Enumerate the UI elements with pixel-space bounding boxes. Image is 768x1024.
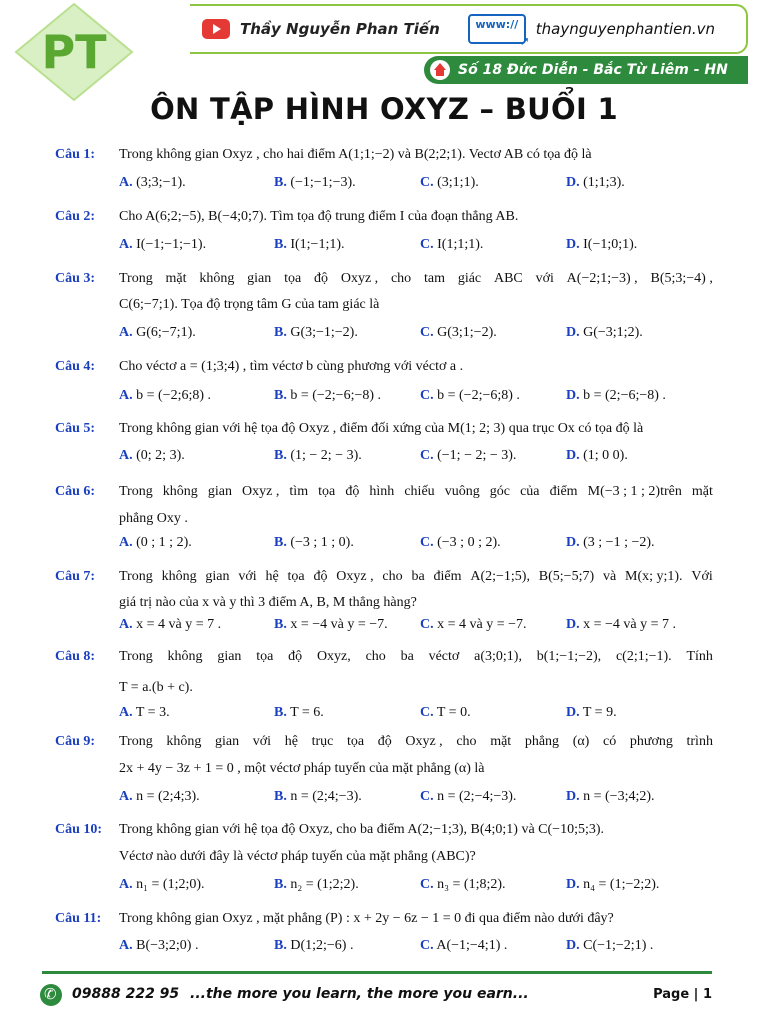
question-text: Tính — [686, 649, 713, 664]
question-label: Câu 9: — [55, 734, 96, 749]
answer-option-c[interactable]: C. I(1;1;1). — [420, 237, 484, 252]
answer-option-b[interactable]: B. T = 6. — [274, 705, 324, 720]
answer-option-c[interactable]: C. x = 4 và y = −7. — [420, 617, 527, 632]
question-text: gian — [217, 649, 242, 664]
question-text: M(−3 ; 1 ; 2)trên — [587, 484, 682, 499]
answer-option-b[interactable]: B. (−1;−1;−3). — [274, 175, 356, 190]
question-text: cho — [382, 569, 403, 584]
question-text: với — [238, 569, 257, 584]
answer-option-d[interactable]: D. G(−3;1;2). — [566, 325, 643, 340]
cursor-icon: ➚ — [519, 34, 530, 48]
answer-option-d[interactable]: D. x = −4 và y = 7 . — [566, 617, 677, 632]
question-label: Câu 8: — [55, 649, 96, 664]
question-text: cho — [390, 271, 412, 286]
answer-option-c[interactable]: C. (3;1;1). — [420, 175, 479, 190]
question-label: Câu 7: — [55, 569, 96, 584]
answer-option-b[interactable]: B. (−3 ; 1 ; 0). — [274, 535, 354, 550]
answer-option-c[interactable]: C. b = (−2;−6;8) . — [420, 388, 520, 403]
question-text: giá trị nào của x và y thì 3 điểm A, B, M thẳng hàng? — [119, 595, 417, 610]
answer-option-a[interactable]: A. T = 3. — [119, 705, 170, 720]
question-text: mặt — [691, 484, 713, 499]
answer-option-a[interactable]: A. x = 4 và y = 7 . — [119, 617, 222, 632]
question-text: M(x; y;1). — [625, 569, 683, 584]
question-text-line — [119, 850, 476, 864]
question-text: Trong không gian với hệ tọa độ Oxyz , điểm đối xứng của M(1; 2; 3) qua trục Ox có tọa độ là — [119, 421, 644, 436]
question-text: ABC — [493, 271, 523, 286]
question-text: không — [199, 271, 235, 286]
question-text: độ — [377, 734, 392, 749]
question-text: của — [520, 484, 540, 499]
footer-phone: 09888 222 95 — [72, 986, 180, 1002]
question-text: c(2;1;−1). — [615, 649, 672, 664]
question-text: tọa — [346, 734, 365, 749]
question-label: Câu 1: — [55, 147, 96, 162]
answer-option-b[interactable]: B. I(1;−1;1). — [274, 237, 345, 252]
question-text: A(−2;1;−3) , — [566, 271, 638, 286]
answer-option-d[interactable]: D. (1; 0 0). — [566, 448, 628, 463]
answer-option-c[interactable]: C. T = 0. — [420, 705, 471, 720]
question-text: A(2;−1;5), — [470, 569, 530, 584]
answer-option-c[interactable]: C. G(3;1;−2). — [420, 325, 497, 340]
question-text: hệ — [265, 569, 279, 584]
question-text: B(5;3;−4) , — [650, 271, 713, 286]
question-text: gian — [205, 569, 230, 584]
question-text: C(6;−7;1). Tọa độ trọng tâm G của tam giác là — [119, 297, 380, 312]
question-text-line — [119, 570, 713, 584]
answer-option-d[interactable]: D. b = (2;−6;−8) . — [566, 388, 666, 403]
question-text: Oxyz , — [405, 734, 443, 749]
address-bar — [424, 56, 748, 84]
answer-option-c[interactable]: C. (−3 ; 0 ; 2). — [420, 535, 501, 550]
logo-letters: PT — [41, 25, 107, 79]
question-text: tìm — [289, 484, 309, 499]
question-text-line — [119, 148, 592, 162]
question-text: tam — [424, 271, 445, 286]
question-text: ba — [400, 649, 414, 664]
logo — [14, 2, 134, 102]
phone-icon — [40, 984, 62, 1006]
answer-option-d[interactable]: D. (1;1;3). — [566, 175, 625, 190]
question-text: ba — [411, 569, 425, 584]
question-text: Oxyz , — [340, 271, 379, 286]
address-text: Số 18 Đức Diễn - Bắc Từ Liêm - HN — [458, 62, 728, 78]
question-text: trình — [686, 734, 713, 749]
question-text: góc — [489, 484, 511, 499]
question-text: giác — [457, 271, 482, 286]
answer-option-c[interactable]: C. n = (2;−4;−3). — [420, 789, 517, 804]
answer-option-b[interactable]: B. (1; − 2; − 3). — [274, 448, 362, 463]
question-text: (α) — [572, 734, 590, 749]
question-label: Câu 2: — [55, 209, 96, 224]
answer-option-b[interactable]: B. n₂ = (1;2;2). — [274, 877, 359, 892]
question-text: Trong không gian Oxyz , cho hai điểm A(1;1;−2) và B(2;2;1). Vectơ AB có tọa độ là — [119, 147, 592, 162]
answer-option-a[interactable]: A. G(6;−7;1). — [119, 325, 196, 340]
question-text: vuông — [444, 484, 480, 499]
answer-option-d[interactable]: D. I(−1;0;1). — [566, 237, 638, 252]
answer-option-d[interactable]: D. C(−1;−2;1) . — [566, 938, 654, 953]
question-text: độ — [313, 569, 328, 584]
question-text-line — [119, 422, 643, 436]
question-text-line — [119, 210, 518, 224]
question-text-line — [119, 512, 188, 526]
question-text-line — [119, 681, 193, 695]
answer-option-d[interactable]: D. n = (−3;4;2). — [566, 789, 655, 804]
answer-option-b[interactable]: B. n = (2;4;−3). — [274, 789, 362, 804]
question-text-line — [119, 272, 713, 286]
question-text: cho — [365, 649, 386, 664]
footer-divider — [42, 971, 712, 974]
question-text-line — [119, 485, 713, 499]
question-text: độ — [345, 484, 360, 499]
question-text: không — [161, 569, 197, 584]
question-text: điểm — [549, 484, 578, 499]
answer-option-b[interactable]: B. D(1;2;−6) . — [274, 938, 354, 953]
question-text: không — [166, 734, 202, 749]
question-text-line — [119, 596, 417, 610]
question-text: không — [167, 649, 203, 664]
question-text-line — [119, 762, 485, 776]
question-text: cho — [456, 734, 477, 749]
page-title: ÔN TẬP HÌNH OXYZ – BUỔI 1 — [150, 92, 618, 126]
question-text: độ — [288, 649, 303, 664]
teacher-name: Thầy Nguyễn Phan Tiến — [240, 20, 440, 38]
question-text: độ — [314, 271, 329, 286]
question-text: tọa — [256, 649, 274, 664]
question-text: b(1;−1;−2), — [536, 649, 602, 664]
question-text: hình — [369, 484, 395, 499]
question-text: Trong không gian với hệ tọa độ Oxyz, cho ba điểm A(2;−1;3), B(4;0;1) và C(−10;5;3). — [119, 822, 605, 837]
question-text: Cho véctơ a = (1;3;4) , tìm véctơ b cùng phương với véctơ a . — [119, 359, 464, 374]
answer-option-b[interactable]: B. G(3;−1;−2). — [274, 325, 358, 340]
question-text: T = a.(b + c). — [119, 680, 193, 695]
question-text: a(3;0;1), — [474, 649, 522, 664]
question-text: hệ — [284, 734, 298, 749]
question-text: tọa — [284, 271, 302, 286]
question-text-line — [119, 823, 604, 837]
question-text: mặt — [490, 734, 512, 749]
question-text: phẳng — [524, 734, 560, 749]
home-icon — [430, 60, 450, 80]
question-text: tọa — [287, 569, 305, 584]
answer-option-a[interactable]: A. (3;3;−1). — [119, 175, 186, 190]
question-text: Với — [691, 569, 713, 584]
answer-option-a[interactable]: A. I(−1;−1;−1). — [119, 237, 207, 252]
question-text: Trong — [119, 569, 153, 584]
answer-option-b[interactable]: B. x = −4 và y = −7. — [274, 617, 388, 632]
question-text: với — [252, 734, 272, 749]
question-label: Câu 3: — [55, 271, 96, 286]
question-text: có — [603, 734, 617, 749]
question-label: Câu 6: — [55, 484, 96, 499]
question-text: B(5;−5;7) — [538, 569, 595, 584]
www-label: www:// — [475, 18, 519, 31]
footer-slogan: ...the more you learn, the more you earn... — [190, 986, 529, 1002]
answer-option-c[interactable]: C. n₃ = (1;8;2). — [420, 877, 506, 892]
answer-option-d[interactable]: D. n₄ = (1;−2;2). — [566, 877, 660, 892]
question-text-line — [119, 912, 614, 926]
answer-option-a[interactable]: A. (0 ; 1 ; 2). — [119, 535, 192, 550]
question-text: phương — [629, 734, 673, 749]
question-text: mặt — [165, 271, 187, 286]
question-text: không — [162, 484, 198, 499]
question-text: với — [535, 271, 554, 286]
website-link[interactable]: thaynguyenphantien.vn — [535, 20, 716, 38]
question-label: Câu 10: — [55, 822, 103, 837]
question-label: Câu 4: — [55, 359, 96, 374]
answer-option-b[interactable]: B. b = (−2;−6;−8) . — [274, 388, 382, 403]
answer-option-a[interactable]: A. B(−3;2;0) . — [119, 938, 199, 953]
answer-option-a[interactable]: A. n₁ = (1;2;0). — [119, 877, 205, 892]
answer-option-d[interactable]: D. T = 9. — [566, 705, 617, 720]
question-label: Câu 5: — [55, 421, 96, 436]
question-text-line — [119, 360, 463, 374]
answer-option-a[interactable]: A. (0; 2; 3). — [119, 448, 185, 463]
question-text: Véctơ nào dưới đây là véctơ pháp tuyến của mặt phẳng (ABC)? — [119, 849, 476, 864]
answer-option-c[interactable]: C. (−1; − 2; − 3). — [420, 448, 517, 463]
question-text: Oxyz , — [242, 484, 280, 499]
question-text: 2x + 4y − 3z + 1 = 0 , một véctơ pháp tuyến của mặt phẳng (α) là — [119, 761, 485, 776]
question-text: Oxyz, — [316, 649, 351, 664]
question-text: véctơ — [428, 649, 460, 664]
question-text: Oxyz , — [336, 569, 374, 584]
question-text: Trong — [119, 271, 153, 286]
question-text: trục — [311, 734, 334, 749]
question-text: gian — [247, 271, 272, 286]
question-text: điểm — [433, 569, 462, 584]
question-label: Câu 11: — [55, 911, 102, 926]
question-text: Trong — [119, 649, 153, 664]
answer-option-a[interactable]: A. b = (−2;6;8) . — [119, 388, 212, 403]
question-text: phẳng Oxy . — [119, 511, 188, 526]
question-text: gian — [215, 734, 240, 749]
answer-option-d[interactable]: D. (3 ; −1 ; −2). — [566, 535, 655, 550]
header-bar — [190, 4, 748, 54]
web-icon — [468, 14, 530, 48]
question-text: Trong — [119, 734, 153, 749]
question-text: Trong không gian Oxyz , mặt phẳng (P) : x + 2y − 6z − 1 = 0 đi qua điểm nào dưới đây? — [119, 911, 614, 926]
question-text: gian — [207, 484, 232, 499]
question-text: Trong — [119, 484, 153, 499]
question-text-line — [119, 650, 713, 664]
answer-option-c[interactable]: C. A(−1;−4;1) . — [420, 938, 508, 953]
question-text: chiếu — [404, 484, 435, 499]
page-number: Page | 1 — [653, 987, 712, 1002]
question-text: Cho A(6;2;−5), B(−4;0;7). Tìm tọa độ trung điểm I của đoạn thẳng AB. — [119, 209, 519, 224]
question-text-line — [119, 298, 379, 312]
answer-option-a[interactable]: A. n = (2;4;3). — [119, 789, 200, 804]
question-text-line — [119, 735, 713, 749]
question-text: và — [602, 569, 617, 584]
question-text: tọa — [318, 484, 336, 499]
youtube-icon[interactable] — [202, 19, 230, 39]
